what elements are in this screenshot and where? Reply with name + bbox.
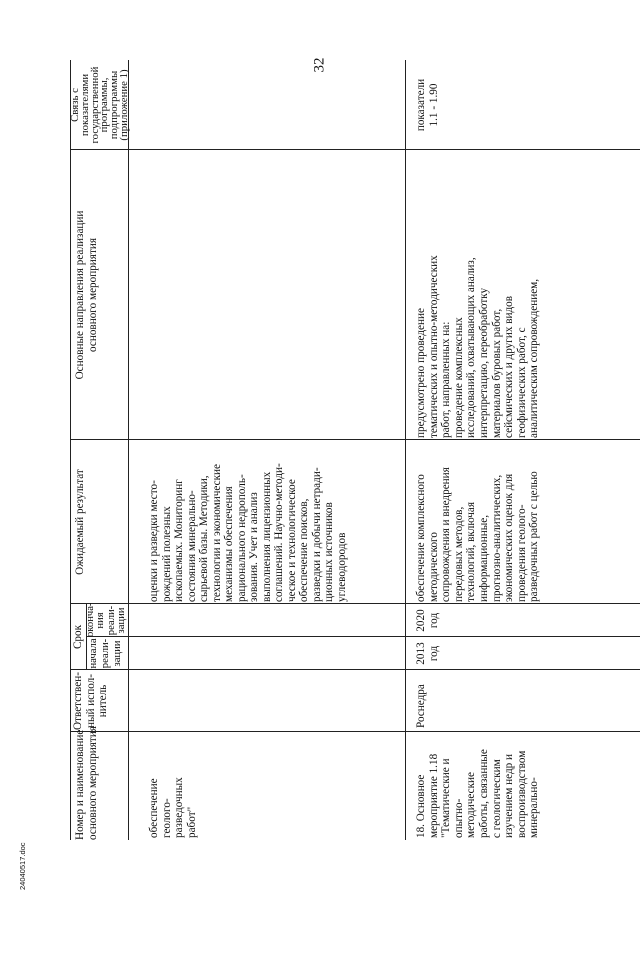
row-18-indicators: показатели 1.1 - 1.90 bbox=[415, 78, 440, 132]
continuation-name: обеспечение геолого- разведочных работ" bbox=[148, 777, 198, 838]
continuation-row-bottom-border bbox=[405, 60, 406, 840]
header-indicators: Связь с показателями государственной программы, подпрограммы (приложение 1) bbox=[69, 66, 130, 144]
header-srok: Срок bbox=[72, 624, 84, 650]
row-18-start-year: 2013 год bbox=[415, 642, 440, 665]
row-18-result: обеспечение комплексного методического сопровождения и внедрения передовых методов, технологий, включая информационные, прогнозно-аналитических, экономических оценок для проведения геолого- разведочных работ с целью bbox=[415, 467, 541, 602]
row-18-end-year: 2020 год bbox=[415, 609, 440, 632]
table-top-border bbox=[70, 60, 71, 840]
rotated-table bbox=[70, 60, 640, 840]
header-name: Номер и наименование основного мероприятия bbox=[74, 726, 99, 840]
continuation-result: оценки и разведки место- рождений полезных ископаемых. Мониторинг состояния минерально- сырьевой базы. Методики, технологии и экономические механизмы обеспечения рационального недрополь- зования. Учет и анализ выполнения лицензионных соглашений. Научно-методи- ческое и технологическое обеспечение поисков, разведки и добычи нетради- ционных источников углеводородов bbox=[148, 463, 348, 602]
row-18-executor: Роснедра bbox=[415, 684, 427, 728]
header-directions: Основные направления реализации основного мероприятия bbox=[74, 210, 99, 380]
col-sep-3 bbox=[86, 636, 640, 637]
col-sep-2 bbox=[70, 669, 640, 670]
header-result: Ожидаемый результат bbox=[74, 469, 86, 575]
header-executor: Ответствен- ный испол- нитель bbox=[72, 672, 110, 730]
page-number: 32 bbox=[311, 57, 328, 73]
header-end: оконча- ния реали- зации bbox=[85, 602, 128, 637]
col-sep-4 bbox=[70, 603, 640, 604]
header-bottom-border bbox=[128, 60, 129, 840]
row-18-name: 18. Основное мероприятие 1.18 "Тематические и опытно- методические работы, связанные с геологическим изучением недр и воспроизводством минерально- bbox=[415, 749, 541, 838]
header-start: начала реали- зации bbox=[88, 638, 123, 669]
footer-file-code: 24040517.doc bbox=[18, 842, 27, 890]
row-18-directions: предусмотрено проведение тематических и опытно-методических работ, направленных на: проведение комплексных исследований, охватывающих анализ, интерпретацию, переобработку материалов буровых работ, сейсмических и других видов геофизических работ, с аналитическим сопровождением, bbox=[415, 255, 541, 438]
